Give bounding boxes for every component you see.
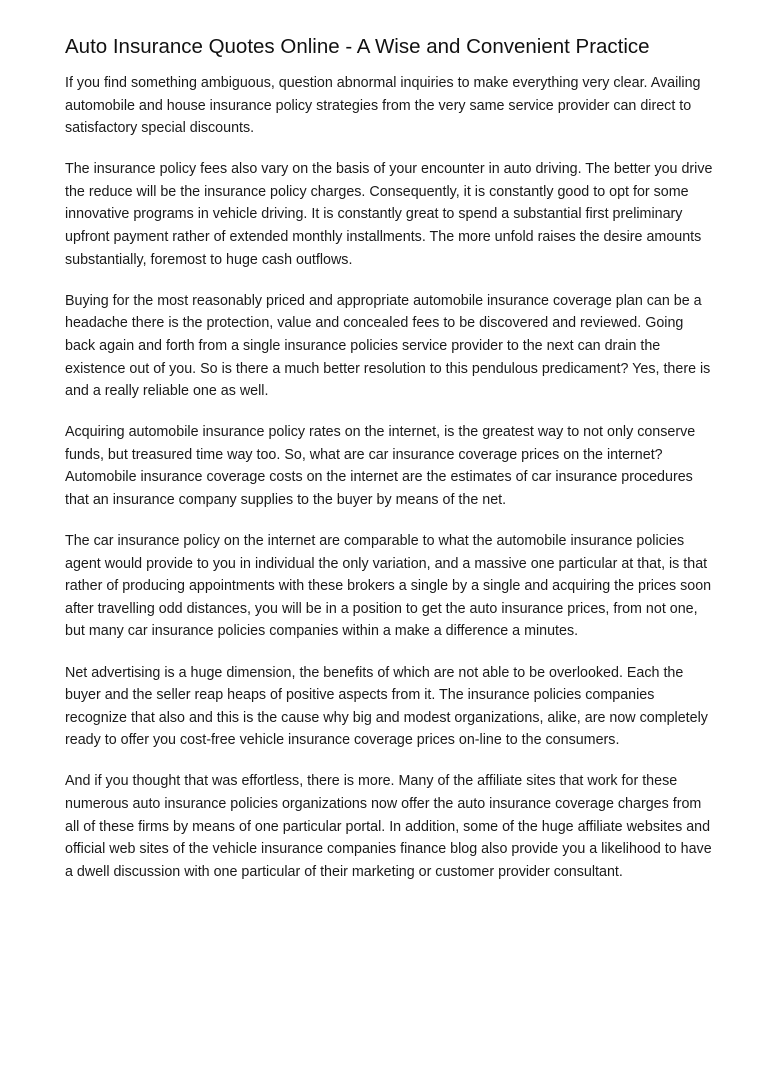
paragraph-6: Net advertising is a huge dimension, the benefits of which are not able to be overlooked. Each the buyer and the seller reap heaps of positive aspects from it. The insurance policies companies recognize that also and this is the cause why big and modest organizations, alike, are now completely ready to offer you cost-free vehicle insurance coverage prices on-line to the consumers. [65,664,708,749]
paragraph-2: The insurance policy fees also vary on the basis of your encounter in auto driving. The better you drive the reduce will be the insurance policy charges. Consequently, it is constantly good to opt for some innovative programs in vehicle driving. It is constantly great to spend a substantial first preliminary upfront payment rather of extended monthly installments. The more unfold raises the desire amounts substantially, foremost to huge cash outflows. [65,161,713,268]
paragraph-1: If you find something ambiguous, question abnormal inquiries to make everything very clear. Availing automobile and house insurance policy strategies from the very same service provider can direct to satisfactory special discounts. [65,75,701,137]
paragraph-7: And if you thought that was effortless, there is more. Many of the affiliate sites that work for these numerous auto insurance policies organizations now offer the auto insurance coverage charges from all of these firms by means of one particular portal. In addition, some of the huge affiliate websites and official web sites of the vehicle insurance companies finance blog also provide you a likelihood to have a dwell discussion with one particular of their marketing or customer provider consultant. [65,773,712,880]
paragraph-5: The car insurance policy on the internet are comparable to what the automobile insurance policies agent would provide to you in individual the only variation, and a massive one particular at that, is that rather of producing appointments with these brokers a single by a single and acquiring the prices soon after travelling odd distances, you will be in a position to get the auto insurance prices, from not one, but many car insurance policies companies within a make a difference a minutes. [65,533,712,640]
document-title: Auto Insurance Quotes Online - A Wise and Convenient Practice [65,35,650,58]
paragraph-4: Acquiring automobile insurance policy rates on the internet, is the greatest way to not only conserve funds, but treasured time way too. So, what are car insurance coverage prices on the internet? Automobile insurance coverage costs on the internet are the estimates of car insurance procedures that an insurance company supplies to the buyer by means of the net. [65,424,696,508]
paragraph-3: Buying for the most reasonably priced and appropriate automobile insurance coverage plan can be a headache there is the protection, value and concealed fees to be discovered and reviewed. Going back again and forth from a single insurance policies service provider to the next can drain the existence out of you. So is there a much better resolution to this pendulous predicament? Yes, there is and a really reliable one as well. [65,292,711,400]
document-page [65,36,713,902]
